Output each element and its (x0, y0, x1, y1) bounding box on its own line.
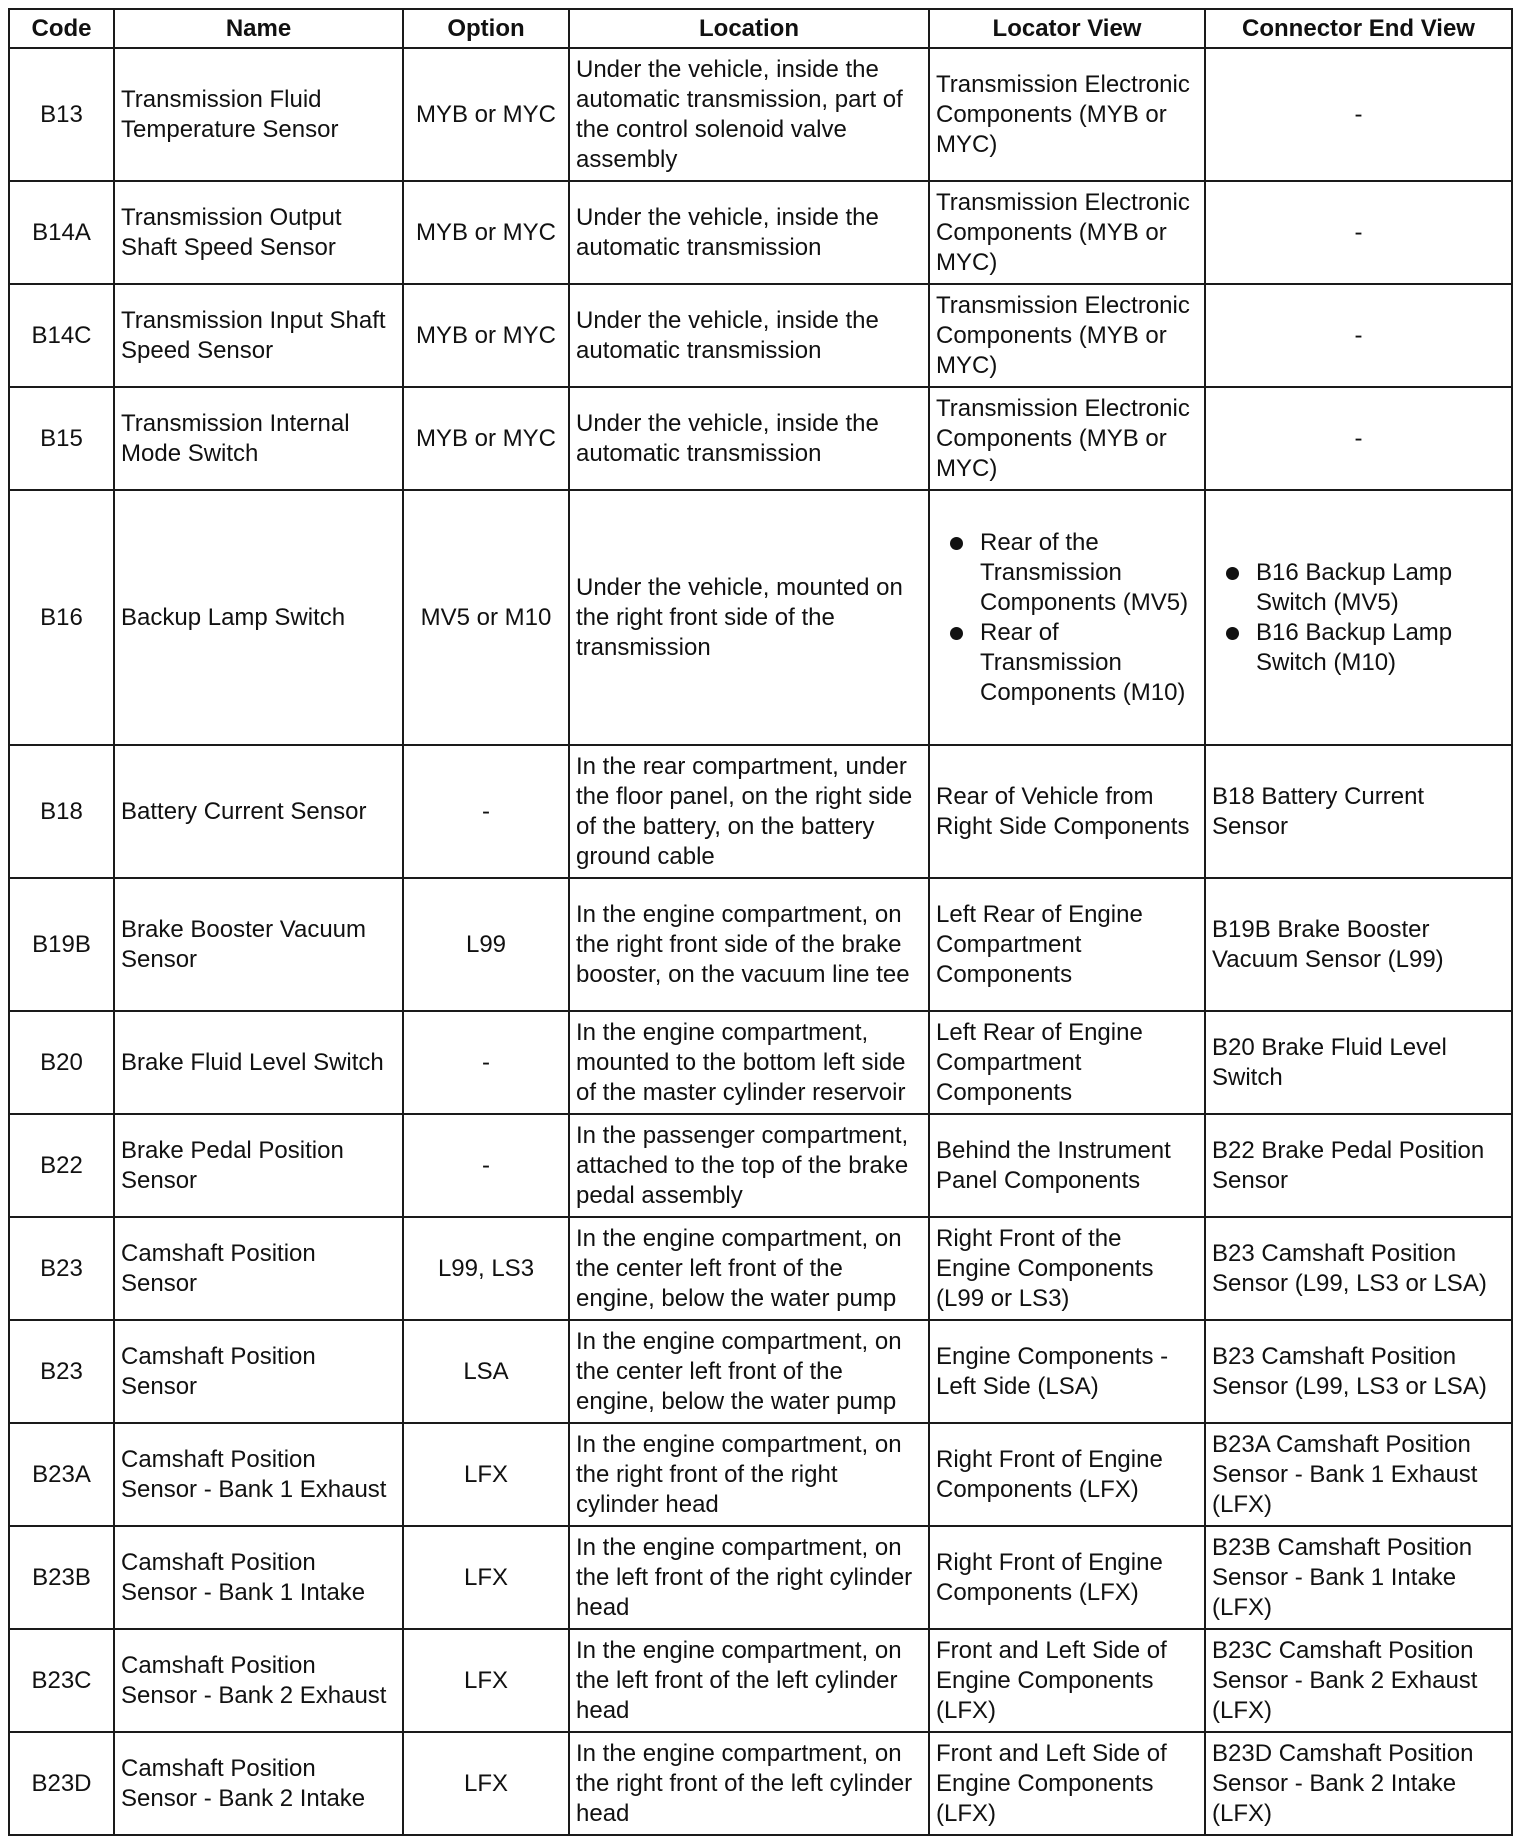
cell-locator-view: Front and Left Side of Engine Components (LFX) (929, 1732, 1205, 1835)
cell-location: Under the vehicle, inside the automatic transmission (569, 181, 929, 284)
table-row (9, 1629, 1512, 1732)
list-item (1212, 618, 1505, 678)
cell-name: Camshaft Position Sensor - Bank 2 Intake (114, 1732, 403, 1835)
cell-code: B23 (9, 1217, 114, 1320)
cell-locator-view: Left Rear of Engine Compartment Components (929, 878, 1205, 1011)
cell-connector-end-view: - (1205, 181, 1512, 284)
cell-locator-view: Right Front of Engine Components (LFX) (929, 1423, 1205, 1526)
component-locator-sheet (8, 8, 1511, 1836)
cell-location: In the engine compartment, on the right front of the right cylinder head (569, 1423, 929, 1526)
cell-option: LSA (403, 1320, 569, 1423)
bullet-dot-icon (1226, 567, 1239, 580)
cell-code: B22 (9, 1114, 114, 1217)
cell-name: Camshaft Position Sensor - Bank 2 Exhaust (114, 1629, 403, 1732)
cell-connector-end-view: - (1205, 387, 1512, 490)
cell-connector-end-view: B23B Camshaft Position Sensor - Bank 1 Intake (LFX) (1205, 1526, 1512, 1629)
cell-code: B18 (9, 745, 114, 878)
header-code: Code (9, 9, 114, 48)
cell-connector-end-view: B23 Camshaft Position Sensor (L99, LS3 or LSA) (1205, 1217, 1512, 1320)
cell-code: B15 (9, 387, 114, 490)
cell-connector-end-view: - (1205, 48, 1512, 181)
cell-code: B23C (9, 1629, 114, 1732)
table-row (9, 1114, 1512, 1217)
cell-option: - (403, 745, 569, 878)
header-name: Name (114, 9, 403, 48)
cell-locator-view: Transmission Electronic Components (MYB or MYC) (929, 181, 1205, 284)
cell-option: LFX (403, 1423, 569, 1526)
cell-code: B14C (9, 284, 114, 387)
cell-location: In the engine compartment, on the right front side of the brake booster, on the vacuum line tee (569, 878, 929, 1011)
cell-location: In the engine compartment, on the center left front of the engine, below the water pump (569, 1217, 929, 1320)
cell-connector-end-view: B23C Camshaft Position Sensor - Bank 2 Exhaust (LFX) (1205, 1629, 1512, 1732)
table-row (9, 1732, 1512, 1835)
cell-option: - (403, 1114, 569, 1217)
cell-code: B19B (9, 878, 114, 1011)
cell-locator-view: Right Front of the Engine Components (L99 or LS3) (929, 1217, 1205, 1320)
bullet-dot-icon (950, 537, 963, 550)
cell-location: In the engine compartment, mounted to the bottom left side of the master cylinder reservoir (569, 1011, 929, 1114)
cell-option: LFX (403, 1732, 569, 1835)
cell-connector-end-view (1205, 490, 1512, 745)
cell-option: MYB or MYC (403, 181, 569, 284)
list-item-text: B16 Backup Lamp Switch (M10) (1256, 618, 1453, 676)
cell-locator-view: Transmission Electronic Components (MYB or MYC) (929, 387, 1205, 490)
cell-option: L99, LS3 (403, 1217, 569, 1320)
cell-locator-view: Behind the Instrument Panel Components (929, 1114, 1205, 1217)
cell-locator-view: Right Front of Engine Components (LFX) (929, 1526, 1205, 1629)
cell-location: Under the vehicle, inside the automatic transmission, part of the control solenoid valve assembly (569, 48, 929, 181)
cell-location: In the engine compartment, on the right front of the left cylinder head (569, 1732, 929, 1835)
table-row (9, 1526, 1512, 1629)
cell-location: Under the vehicle, inside the automatic transmission (569, 284, 929, 387)
cell-connector-end-view: B23D Camshaft Position Sensor - Bank 2 Intake (LFX) (1205, 1732, 1512, 1835)
cell-location: In the engine compartment, on the left front of the left cylinder head (569, 1629, 929, 1732)
cell-location: Under the vehicle, mounted on the right front side of the transmission (569, 490, 929, 745)
cell-code: B23B (9, 1526, 114, 1629)
cell-connector-end-view: - (1205, 284, 1512, 387)
table-row (9, 1423, 1512, 1526)
header-option: Option (403, 9, 569, 48)
list-item (936, 618, 1198, 708)
table-row (9, 284, 1512, 387)
cell-connector-end-view: B23A Camshaft Position Sensor - Bank 1 Exhaust (LFX) (1205, 1423, 1512, 1526)
cell-name: Battery Current Sensor (114, 745, 403, 878)
table-row (9, 387, 1512, 490)
cell-locator-view (929, 490, 1205, 745)
cell-connector-end-view: B18 Battery Current Sensor (1205, 745, 1512, 878)
cell-name: Transmission Fluid Temperature Sensor (114, 48, 403, 181)
cell-location: In the engine compartment, on the center left front of the engine, below the water pump (569, 1320, 929, 1423)
list-item (1212, 558, 1505, 618)
cell-code: B20 (9, 1011, 114, 1114)
cell-option: LFX (403, 1629, 569, 1732)
cell-location: In the engine compartment, on the left front of the right cylinder head (569, 1526, 929, 1629)
list-item-text: Rear of the Transmission Components (MV5) (980, 528, 1189, 616)
cell-option: - (403, 1011, 569, 1114)
cell-name: Brake Fluid Level Switch (114, 1011, 403, 1114)
cell-name: Transmission Output Shaft Speed Sensor (114, 181, 403, 284)
header-connector-end-view: Connector End View (1205, 9, 1512, 48)
table-row (9, 181, 1512, 284)
cell-name: Camshaft Position Sensor (114, 1320, 403, 1423)
connector-end-view-list (1212, 558, 1505, 678)
cell-locator-view: Engine Components - Left Side (LSA) (929, 1320, 1205, 1423)
cell-name: Backup Lamp Switch (114, 490, 403, 745)
cell-option: MYB or MYC (403, 387, 569, 490)
cell-code: B23 (9, 1320, 114, 1423)
table-row (9, 745, 1512, 878)
cell-connector-end-view: B19B Brake Booster Vacuum Sensor (L99) (1205, 878, 1512, 1011)
cell-code: B13 (9, 48, 114, 181)
bullet-dot-icon (1226, 627, 1239, 640)
table-row (9, 490, 1512, 745)
cell-connector-end-view: B22 Brake Pedal Position Sensor (1205, 1114, 1512, 1217)
locator-view-list (936, 528, 1198, 708)
cell-name: Transmission Internal Mode Switch (114, 387, 403, 490)
component-locator-table (8, 8, 1513, 1836)
list-item-text: Rear of Transmission Components (M10) (980, 618, 1186, 706)
cell-locator-view: Transmission Electronic Components (MYB or MYC) (929, 284, 1205, 387)
table-row (9, 1217, 1512, 1320)
table-header-row (9, 9, 1512, 48)
cell-option: L99 (403, 878, 569, 1011)
cell-name: Camshaft Position Sensor - Bank 1 Intake (114, 1526, 403, 1629)
cell-locator-view: Front and Left Side of Engine Components (LFX) (929, 1629, 1205, 1732)
cell-connector-end-view: B20 Brake Fluid Level Switch (1205, 1011, 1512, 1114)
header-location: Location (569, 9, 929, 48)
table-row (9, 1320, 1512, 1423)
cell-code: B23A (9, 1423, 114, 1526)
cell-location: In the passenger compartment, attached to the top of the brake pedal assembly (569, 1114, 929, 1217)
cell-connector-end-view: B23 Camshaft Position Sensor (L99, LS3 or LSA) (1205, 1320, 1512, 1423)
cell-option: MV5 or M10 (403, 490, 569, 745)
cell-code: B23D (9, 1732, 114, 1835)
table-row (9, 878, 1512, 1011)
list-item-text: B16 Backup Lamp Switch (MV5) (1256, 558, 1453, 616)
cell-option: LFX (403, 1526, 569, 1629)
table-row (9, 48, 1512, 181)
cell-location: In the rear compartment, under the floor panel, on the right side of the battery, on the battery ground cable (569, 745, 929, 878)
cell-option: MYB or MYC (403, 48, 569, 181)
cell-name: Transmission Input Shaft Speed Sensor (114, 284, 403, 387)
cell-locator-view: Left Rear of Engine Compartment Components (929, 1011, 1205, 1114)
cell-code: B16 (9, 490, 114, 745)
cell-locator-view: Rear of Vehicle from Right Side Components (929, 745, 1205, 878)
table-row (9, 1011, 1512, 1114)
cell-name: Camshaft Position Sensor (114, 1217, 403, 1320)
cell-name: Brake Pedal Position Sensor (114, 1114, 403, 1217)
cell-code: B14A (9, 181, 114, 284)
cell-name: Camshaft Position Sensor - Bank 1 Exhaust (114, 1423, 403, 1526)
list-item (936, 528, 1198, 618)
cell-name: Brake Booster Vacuum Sensor (114, 878, 403, 1011)
cell-option: MYB or MYC (403, 284, 569, 387)
cell-location: Under the vehicle, inside the automatic transmission (569, 387, 929, 490)
bullet-dot-icon (950, 627, 963, 640)
header-locator-view: Locator View (929, 9, 1205, 48)
cell-locator-view: Transmission Electronic Components (MYB or MYC) (929, 48, 1205, 181)
